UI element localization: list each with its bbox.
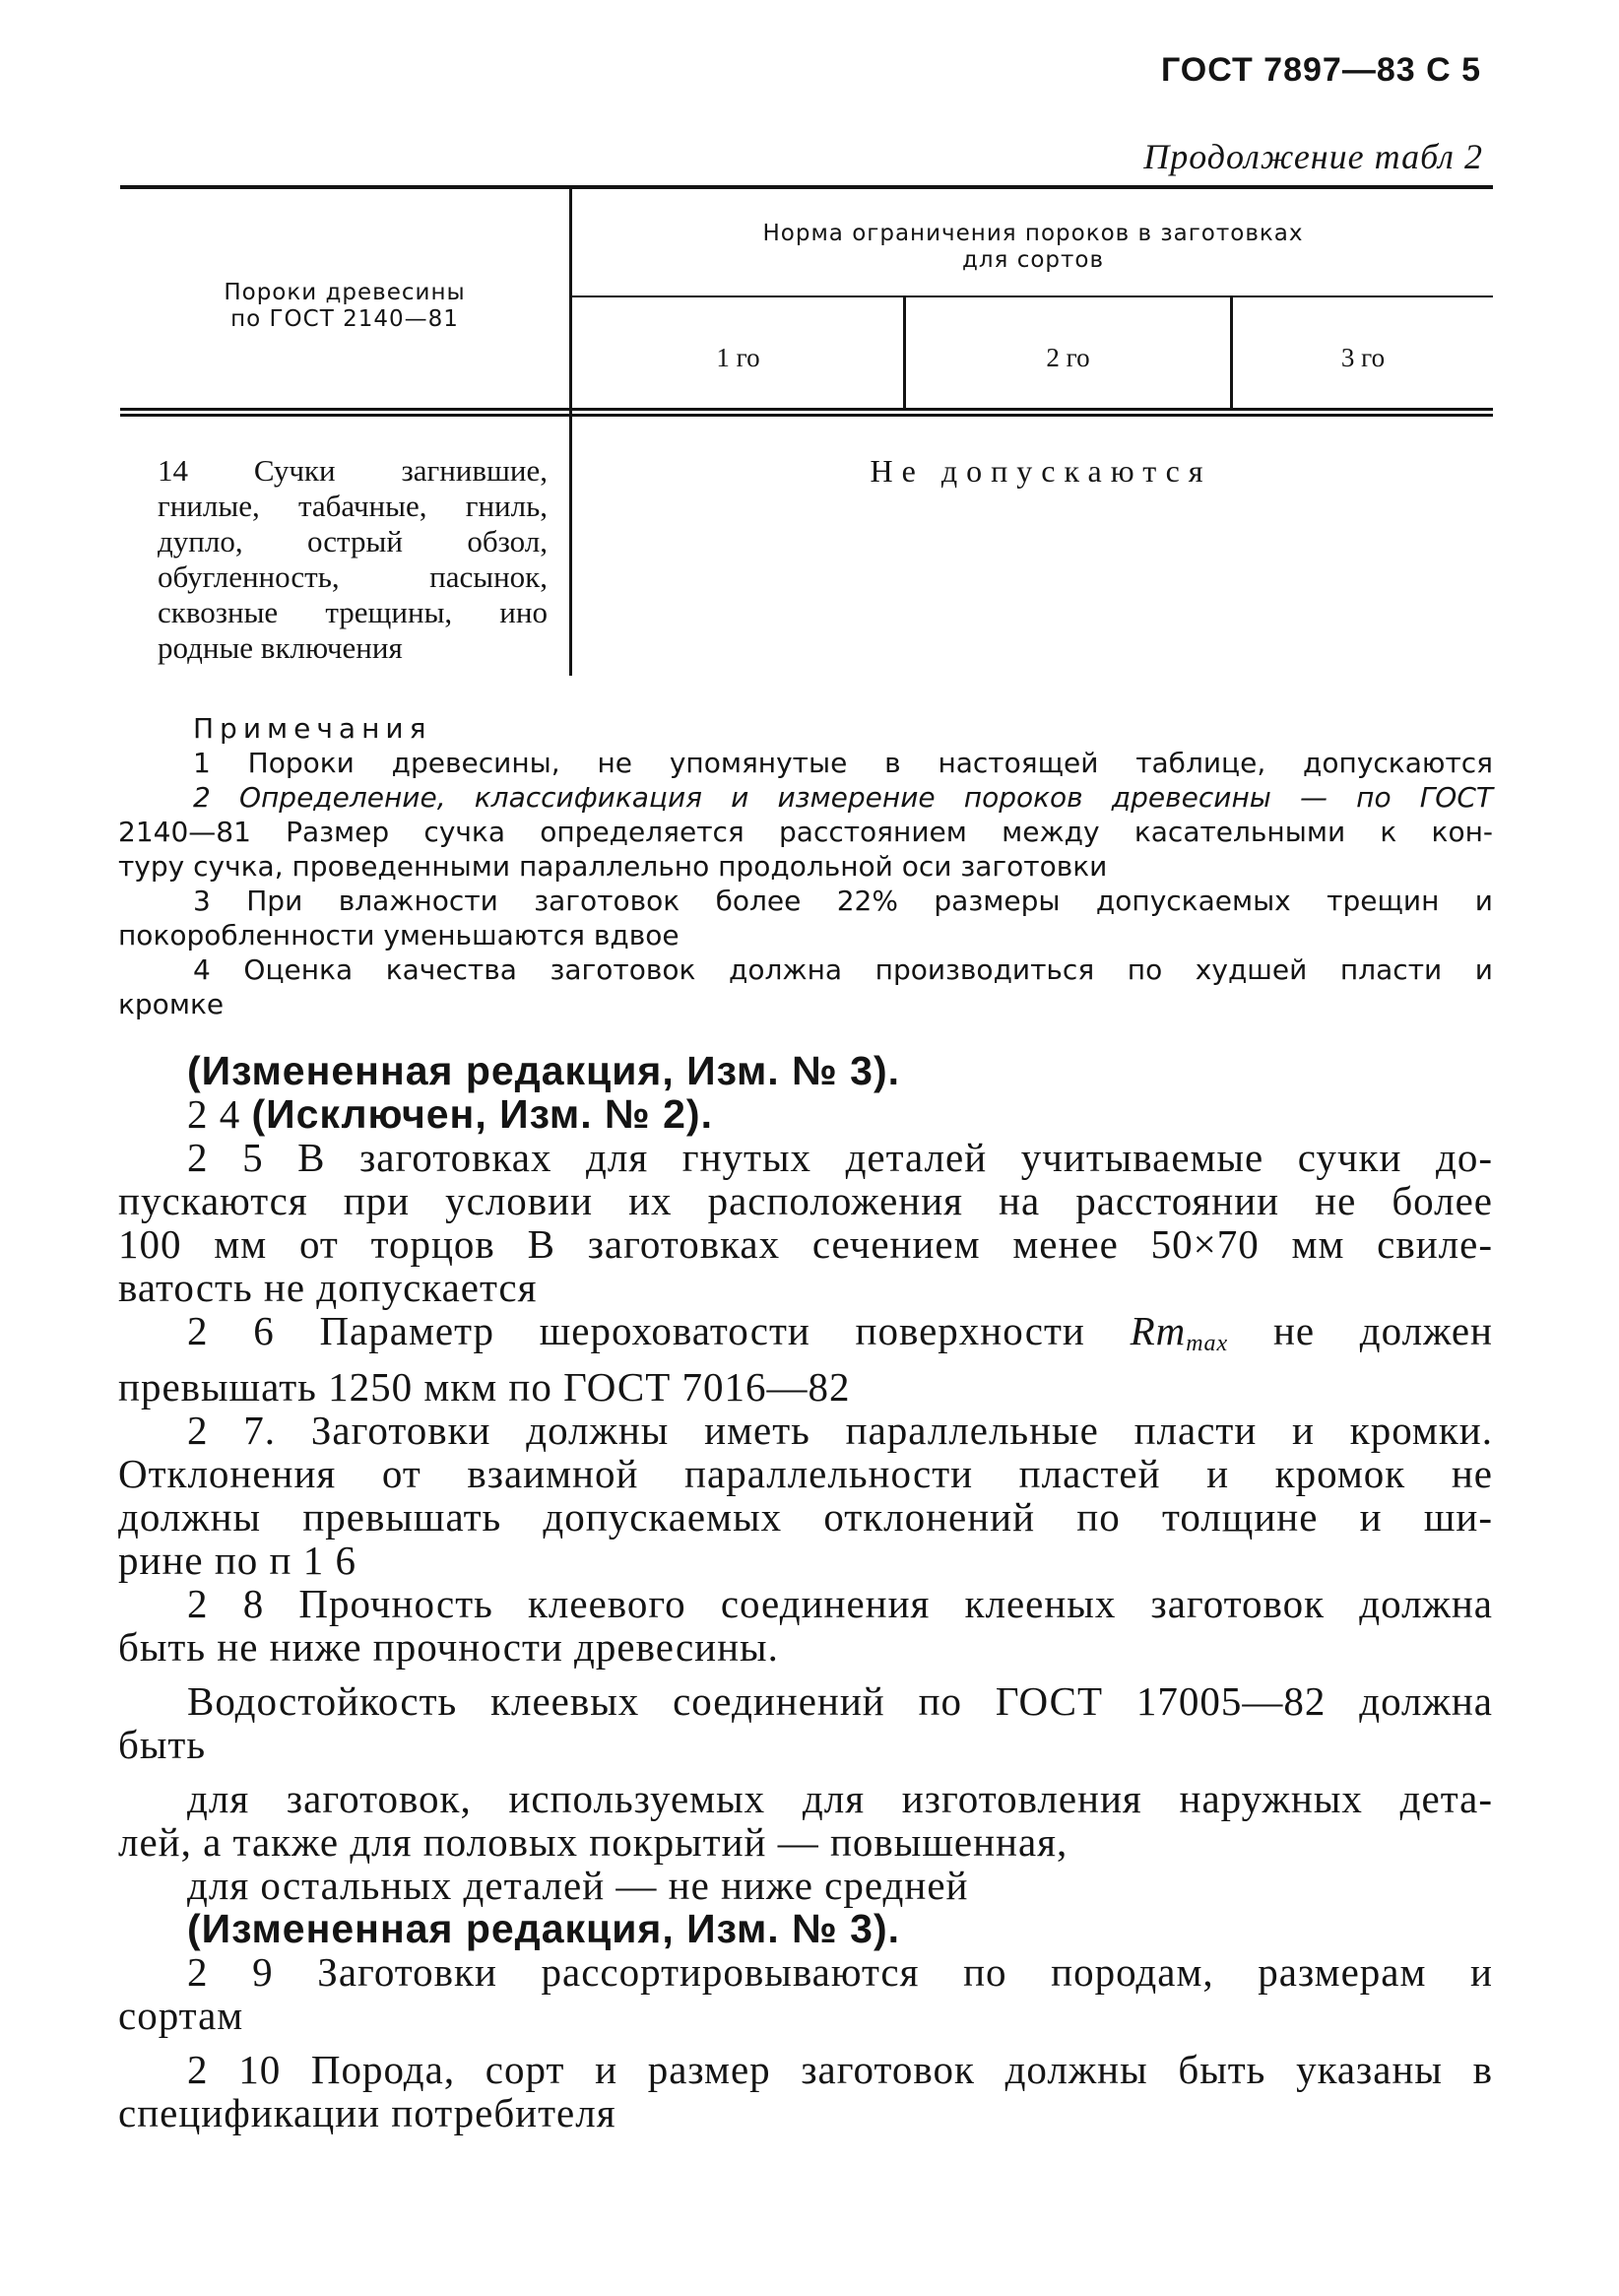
amendment-note: (Измененная редакция, Изм. № 3). <box>187 1048 901 1093</box>
notes-title: Примечания <box>193 712 432 745</box>
not-allowed-verdict: Не допускаются <box>870 453 1212 489</box>
clause-2-6: 2 6 Параметр шероховатости поверхности $Rm_{max}$ не должен <box>187 1308 1494 1356</box>
clause-2-8: 2 8 Прочность клеевого соединения клееных заготовок должна <box>187 1581 1493 1626</box>
header-subrule <box>571 295 1493 297</box>
grade-1-header: 1 го <box>716 343 760 372</box>
defects-table <box>120 185 1493 688</box>
note-1: 1 Пороки древесины, не упомянутые в настоящей таблице, допускаются <box>193 747 1493 779</box>
running-head: ГОСТ 7897—83 С 5 <box>1160 51 1481 89</box>
note-2-cont: туру сучка, проведенными параллельно продольной оси заготовки <box>118 850 1108 883</box>
note-3: 3 При влажности заготовок более 22% размеры допускаемых трещин и <box>193 885 1493 917</box>
roughness-symbol: $Rm_{max}$ <box>1130 1308 1229 1356</box>
clause-2-5: 2 5 В заготовках для гнутых деталей учитываемые сучки до- <box>187 1135 1493 1180</box>
clause-2-10: 2 10 Порода, сорт и размер заготовок должны быть указаны в <box>187 2047 1493 2092</box>
header-bottom-rule-1 <box>120 408 1493 411</box>
table-continuation-label: Продолжение табл 2 <box>1143 137 1483 176</box>
water-resistance-paragraph: Водостойкость клеевых соединений по ГОСТ 17005—82 должна <box>187 1678 1493 1724</box>
document-body <box>118 1049 1493 2134</box>
clause-2-5-cont: 100 мм от торцов В заготовках сечением менее 50×70 мм свиле- <box>118 1221 1493 1267</box>
clause-2-7-cont: Отклонения от взаимной параллельности пластей и кромок не <box>118 1451 1493 1496</box>
norm-column-header: Норма ограничения пороков в заготовках для сортов <box>762 221 1304 273</box>
header-bottom-rule-2 <box>120 414 1493 417</box>
note-2-cont: 2140—81 Размер сучка определяется расстоянием между касательными к кон- <box>118 816 1493 848</box>
table-top-rule <box>120 185 1493 189</box>
clause-2-5-cont: ватость не допускается <box>118 1265 538 1310</box>
note-4-cont: кромке <box>118 988 225 1020</box>
clause-2-9-cont: сортам <box>118 1993 244 2038</box>
grade-3-header: 3 го <box>1340 343 1386 372</box>
clause-2-9: 2 9 Заготовки рассортировываются по породам, размерам и <box>187 1949 1493 1995</box>
table-notes <box>118 711 1493 1021</box>
note-4: 4 Оценка качества заготовок должна производиться по худшей пласти и <box>193 953 1493 986</box>
clause-2-7: 2 7. Заготовки должны иметь параллельные пласти и кромки. <box>187 1408 1493 1453</box>
amendment-note: (Измененная редакция, Изм. № 3). <box>187 1906 901 1951</box>
note-2: 2 Определение, классификация и измерение пороков древесины — по ГОСТ <box>193 781 1493 814</box>
clause-2-8-cont: быть не ниже прочности древесины. <box>118 1624 779 1670</box>
clause-2-10-cont: спецификации потребителя <box>118 2090 616 2135</box>
note-3-cont: покоробленности уменьшаются вдвое <box>118 919 680 951</box>
clause-2-5-cont: пускаются при условии их расположения на расстоянии не более <box>118 1178 1493 1223</box>
clause-2-6-cont: превышать 1250 мкм по ГОСТ 7016—82 <box>118 1364 851 1410</box>
clause-2-7-cont: должны превышать допускаемых отклонений по толщине и ши- <box>118 1494 1493 1540</box>
clause-2-4: 2 4 (Исключен, Изм. № 2). <box>187 1091 713 1137</box>
table-column-divider <box>569 189 572 676</box>
outer-parts-cont: лей, а также для половых покрытий — повышенная, <box>118 1819 1069 1865</box>
defects-column-header: Пороки древесины по ГОСТ 2140—81 <box>224 280 466 332</box>
outer-parts-paragraph: для заготовок, используемых для изготовления наружных дета- <box>187 1776 1493 1821</box>
clause-2-7-cont: рине по п 1 6 <box>118 1538 356 1583</box>
water-resistance-cont: быть <box>118 1722 207 1767</box>
defect-description: 14 Сучки загнившие, гнилые, табачные, гниль, дупло, острый обзол, обугленность, пасынок, сквозные трещины, ино родные включения <box>158 453 548 665</box>
other-parts-paragraph: для остальных деталей — не ниже средней <box>187 1863 969 1908</box>
grade-2-header: 2 го <box>1046 343 1090 372</box>
